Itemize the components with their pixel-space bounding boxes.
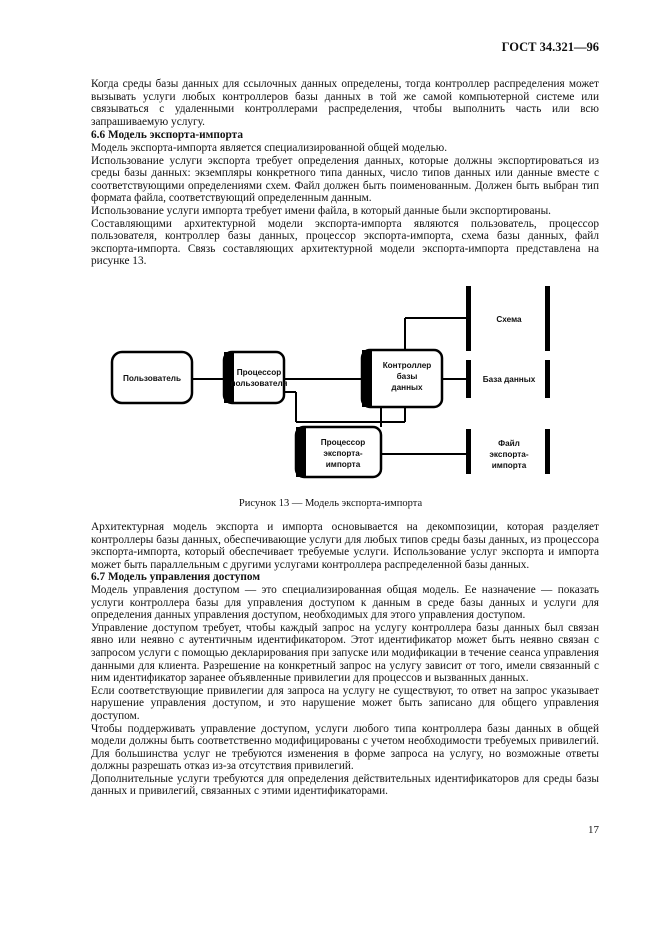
user-label: Пользователь	[122, 374, 182, 383]
document-code: ГОСТ 34.321—96	[501, 40, 599, 54]
paragraph: Составляющими архитектурной модели экспорта-импорта являются пользователь, процессор пользователя, контроллер базы данных, процессор экспорта-импорта, схема базы данных, файл экспорта-импорта. Связь составляющих архитектурной модели экспорта-импорта представлена на рисунке 13.	[91, 217, 599, 268]
figure-caption: Рисунок 13 — Модель экспорта-импорта	[238, 498, 423, 509]
paragraph: Использование услуги импорта требует имени файла, в который данные были экспортированы.	[91, 204, 552, 217]
export-import-diagram	[0, 282, 661, 492]
db-controller-label-2: базы	[396, 372, 418, 381]
paragraph-text: Когда среды базы данных для ссылочных данных определены, тогда контроллер распределения может вызывать услуги любых контроллеров базы данных в той же самой компьютерной системе или связываться с удаленными контроллерами распределения, чтобы выполнить часть или всю запрашиваемую услугу.	[91, 78, 599, 128]
export-processor-edge	[296, 427, 306, 477]
db-controller-edge	[362, 350, 372, 407]
paragraph: Управление доступом требует, чтобы каждый запрос на услугу контроллера базы данных был связан явно или неявно с аутентичным идентификатором. Этот идентификатор может быть неявно связан с запросом услуги с помощью декларирования при запуске или модификации в течение сеанса управления данными для клиента. Разрешение на конкретный запрос на услугу зависит от того, имели связанный с ним идентификатор заранее объявленные привилегии для процессов и вызванных данных.	[91, 621, 599, 685]
schema-bar-right	[545, 286, 550, 351]
export-processor-label-3: импорта	[325, 460, 361, 469]
export-processor-label-2: экспорта-	[323, 449, 363, 458]
db-bar-right	[545, 360, 550, 398]
user-processor-label-1: Процессор	[236, 368, 282, 377]
paragraph: Модель управления доступом — это специализированная общая модель. Ее назначение — показать услуги контроллера базы для управления доступом к данным в среде базы данных и услуги для определения данных управления доступом, необходимых для этого управления доступом.	[91, 583, 599, 622]
export-file-label-1: Файл	[498, 439, 520, 448]
paragraph: Архитектурная модель экспорта и импорта основывается на декомпозиции, которая разделяет контроллеры базы данных, обеспечивающие услуги для любых типов среды базы данных, из процессора экспорта-импорта, который обеспечивает требуемые услуги. Использование услуг экспорта и импорта может быть параллельным с другими услугами контроллера распределенной базы данных.	[91, 521, 599, 571]
export-processor-label-1: Процессор	[320, 438, 366, 447]
user-processor-edge	[224, 352, 234, 403]
file-bar-left	[466, 429, 471, 474]
db-controller-label-3: данных	[391, 383, 423, 392]
schema-label: Схема	[496, 315, 522, 324]
text-block-bottom	[91, 521, 599, 798]
database-label: База данных	[482, 375, 536, 384]
paragraph: Использование услуги экспорта требует определения данных, которые должны экспортироваться из среды базы данных: экземпляры конкретного типа данных, число типов данных или данные вместе с соответствующими определениями схем. Файл должен быть поименованным. Должен быть выбран тип формата файла, соответствующий определенным данным.	[91, 154, 599, 205]
db-bar-left	[466, 360, 471, 398]
page-number: 17	[588, 824, 599, 836]
paragraph: Модель экспорта-импорта является специализированной общей моделью.	[91, 141, 448, 154]
paragraph: Дополнительные услуги требуются для определения действительных идентификаторов для среды базы данных и привилегий, связанных с этими идентификаторами.	[91, 772, 599, 798]
paragraph	[91, 78, 599, 128]
paragraph: Если соответствующие привилегии для запроса на услугу не существуют, то ответ на запрос указывает нарушение управления доступом, и это нарушение может быть записано для общего управления доступом.	[91, 684, 599, 722]
text-block-top	[91, 78, 599, 268]
section-heading-6-7: 6.7 Модель управления доступом	[91, 571, 261, 584]
db-controller-label-1: Контроллер	[382, 361, 432, 370]
paragraph: Чтобы поддерживать управление доступом, услуги любого типа контроллера базы данных в общей модели должны быть соответственно модифицированы с учетом необходимости требуемых привилегий. Для большинства услуг не требуются изменения в форме запроса на услугу, но возможные ответы должны разрешать отказ из-за отсутствия привилегий.	[91, 722, 599, 773]
user-processor-label-2: пользователя	[230, 379, 288, 388]
schema-bar-left	[466, 286, 471, 351]
export-file-label-3: импорта	[491, 461, 527, 470]
export-file-label-2: экспорта-	[489, 450, 529, 459]
section-heading-6-6: 6.6 Модель экспорта-импорта	[91, 129, 243, 142]
file-bar-right	[545, 429, 550, 474]
